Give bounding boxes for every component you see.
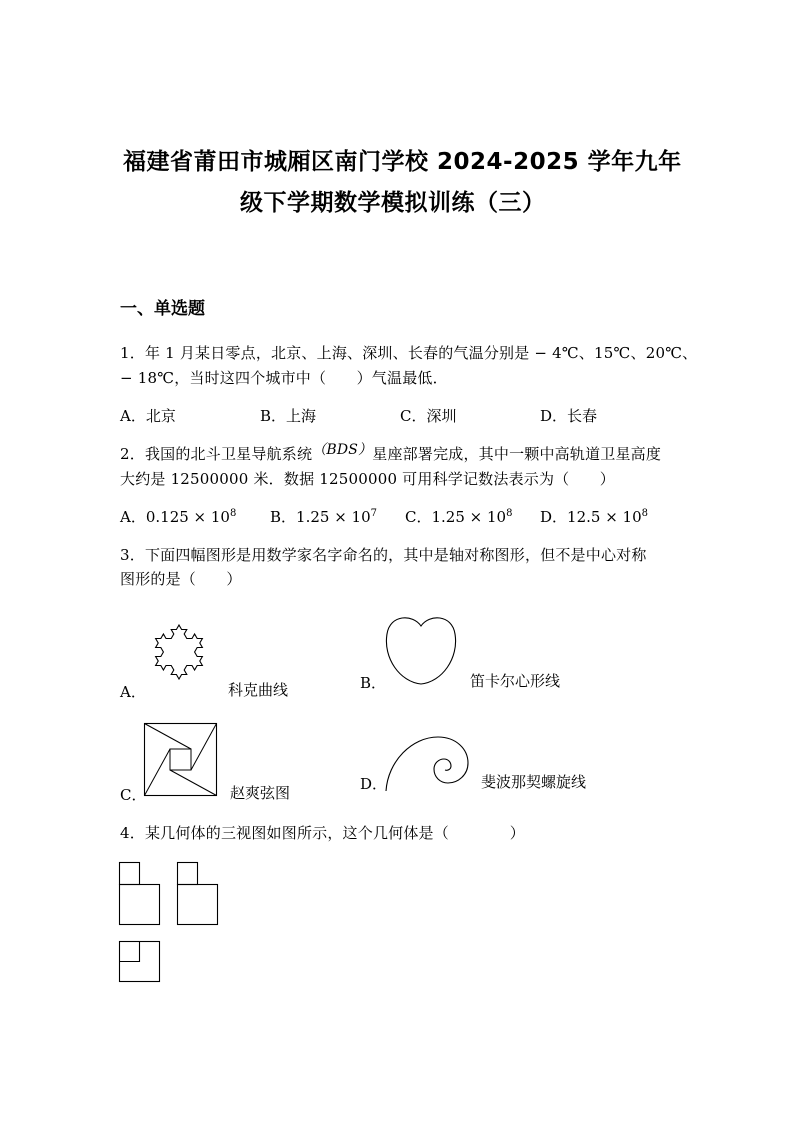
front-view-figure <box>119 862 163 926</box>
question-1-option-a[interactable]: A．北京 <box>120 407 176 425</box>
question-3-option-b-caption: 笛卡尔心形线 <box>470 672 561 690</box>
question-1-text-line-1: 1．年 1 月某日零点，北京、上海、深圳、长春的气温分别是 − 4℃、15℃、20℃、 <box>120 344 698 362</box>
top-view-figure <box>119 941 163 985</box>
koch-snowflake-figure <box>139 608 219 692</box>
question-3-option-d-label[interactable]: D． <box>360 775 388 793</box>
bds-formula: （BDS） <box>312 442 373 458</box>
option-exponent: 7 <box>370 508 377 519</box>
front-view-lower-block <box>120 885 160 925</box>
question-3-text-line-1: 3．下面四幅图形是用数学家名字命名的，其中是轴对称图形，但不是中心对称 <box>120 546 647 564</box>
question-3-option-a-caption: 科克曲线 <box>228 681 289 699</box>
cardioid-curve <box>386 618 455 684</box>
cardioid-figure <box>380 608 464 688</box>
option-label: A． <box>120 508 146 526</box>
front-view-upper-block <box>120 863 140 885</box>
option-value: 0.125 × 10 <box>145 508 230 526</box>
question-2-text-a: 2．我国的北斗卫星导航系统 <box>120 445 313 463</box>
option-exponent: 8 <box>229 508 237 519</box>
question-1-option-b[interactable]: B．上海 <box>260 407 317 425</box>
option-label: B． <box>270 508 297 526</box>
question-1-option-d[interactable]: D．长春 <box>540 407 598 425</box>
question-3-text-line-2: 图形的是（ ） <box>120 570 242 588</box>
top-view-inner-lines <box>120 942 140 962</box>
spiral-curve <box>386 737 468 791</box>
side-view-figure <box>177 862 221 926</box>
option-label: D． <box>540 508 568 526</box>
option-label: C． <box>405 508 432 526</box>
question-2-text-line-1 <box>120 443 661 464</box>
question-1-option-c[interactable]: C．深圳 <box>400 407 457 425</box>
triangle-edge <box>145 724 192 750</box>
side-view-lower-block <box>178 885 218 925</box>
option-exponent: 8 <box>506 508 513 519</box>
question-2-option-d[interactable] <box>540 506 648 527</box>
question-2-option-a[interactable] <box>120 506 236 527</box>
fibonacci-spiral-figure <box>382 733 472 793</box>
page-title-line-1: 福建省莆田市城厢区南门学校 2024-2025 学年九年 <box>123 149 682 175</box>
question-3-option-c-label[interactable]: C． <box>120 786 147 804</box>
inner-square <box>170 749 191 770</box>
page-title-line-2: 级下学期数学模拟训练（三） <box>240 190 546 216</box>
question-2-option-b[interactable] <box>270 506 377 527</box>
koch-curve <box>156 625 203 679</box>
triangle-edge <box>170 770 217 796</box>
question-2-text-b: 星座部署完成，其中一颗中高轨道卫星高度 <box>372 445 662 463</box>
question-2-text-line-2: 大约是 12500000 米．数据 12500000 可用科学记数法表示为（ ） <box>120 470 615 488</box>
section-heading: 一、单选题 <box>120 299 205 319</box>
option-exponent: 8 <box>641 508 648 519</box>
question-3-option-a-label[interactable]: A． <box>120 683 146 701</box>
triangle-edge <box>191 724 217 771</box>
option-value: 1.25 × 10 <box>431 508 507 526</box>
side-view-upper-block <box>178 863 198 885</box>
question-3-option-d-caption: 斐波那契螺旋线 <box>481 773 587 791</box>
question-1-text-line-2: − 18℃，当时这四个城市中（ ）气温最低． <box>120 369 448 387</box>
triangle-edge <box>145 749 171 796</box>
question-3-option-b-label[interactable]: B． <box>360 674 387 692</box>
question-4-text: 4．某几何体的三视图如图所示，这个几何体是（ ） <box>120 824 525 842</box>
outer-square <box>145 724 217 796</box>
question-2-option-c[interactable] <box>405 506 512 527</box>
question-3-option-c-caption: 赵爽弦图 <box>230 784 291 802</box>
option-value: 1.25 × 10 <box>296 508 371 526</box>
option-value: 12.5 × 10 <box>567 508 642 526</box>
zhao-shuang-figure <box>144 723 218 797</box>
